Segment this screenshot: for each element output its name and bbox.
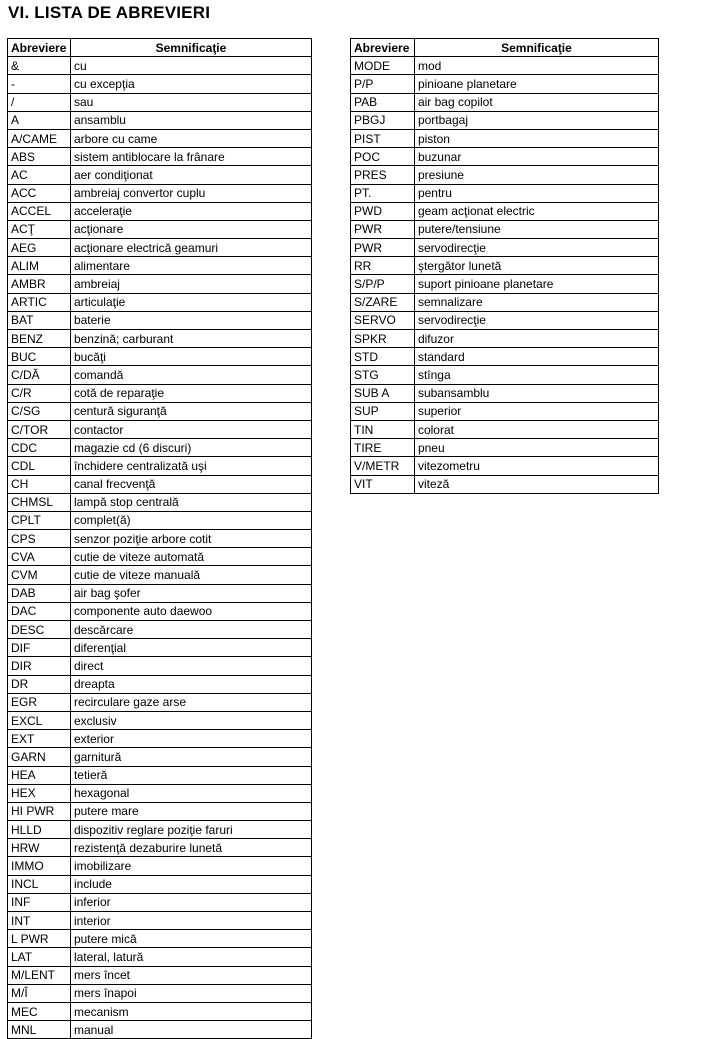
table-row — [351, 457, 659, 475]
abbreviation-cell: - — [8, 75, 71, 93]
table-row — [8, 675, 312, 693]
abbreviation-cell: BAT — [8, 311, 71, 329]
abbreviation-cell: LAT — [8, 948, 71, 966]
abbreviation-cell: PWD — [351, 202, 415, 220]
table-row — [8, 730, 312, 748]
table-row — [8, 530, 312, 548]
meaning-cell: colorat — [414, 420, 658, 438]
meaning-cell: descărcare — [70, 621, 311, 639]
table-row — [351, 402, 659, 420]
meaning-cell: arbore cu came — [70, 129, 311, 147]
meaning-cell: vitezometru — [414, 457, 658, 475]
meaning-cell: complet(ă) — [70, 511, 311, 529]
abbreviation-cell: STD — [351, 348, 415, 366]
abbreviation-cell: EXCL — [8, 711, 71, 729]
table-row — [8, 621, 312, 639]
abbreviation-cell: M/LENT — [8, 966, 71, 984]
table-row — [8, 402, 312, 420]
meaning-cell: putere/tensiune — [414, 220, 658, 238]
meaning-cell: suport pinioane planetare — [414, 275, 658, 293]
table-row — [351, 93, 659, 111]
abbreviation-cell: PAB — [351, 93, 415, 111]
table-row — [351, 475, 659, 493]
meaning-cell: recirculare gaze arse — [70, 693, 311, 711]
abbreviation-cell: PWR — [351, 239, 415, 257]
table-row — [8, 330, 312, 348]
meaning-cell: cotă de reparaţie — [70, 384, 311, 402]
abbreviation-cell: DR — [8, 675, 71, 693]
meaning-cell: exclusiv — [70, 711, 311, 729]
abbreviation-cell: RR — [351, 257, 415, 275]
meaning-cell: air bag copilot — [414, 93, 658, 111]
table-row — [351, 348, 659, 366]
meaning-cell: inferior — [70, 893, 311, 911]
abbreviation-cell: PWR — [351, 220, 415, 238]
table-row — [351, 420, 659, 438]
abbreviation-cell: S/ZARE — [351, 293, 415, 311]
abbreviation-cell: M/Î — [8, 984, 71, 1002]
table-row — [351, 293, 659, 311]
table-row — [8, 184, 312, 202]
abbreviation-cell: PIST — [351, 129, 415, 147]
table-row — [8, 475, 312, 493]
table-row — [8, 766, 312, 784]
meaning-cell: mers încet — [70, 966, 311, 984]
table-row — [351, 184, 659, 202]
table-row — [8, 439, 312, 457]
meaning-cell: imobilizare — [70, 857, 311, 875]
table-body-right — [351, 57, 659, 494]
table-row — [351, 57, 659, 75]
abbreviation-cell: MODE — [351, 57, 415, 75]
table-row — [8, 1002, 312, 1020]
abbreviation-cell: DAC — [8, 602, 71, 620]
table-row — [8, 639, 312, 657]
meaning-cell: baterie — [70, 311, 311, 329]
abbreviation-cell: CVM — [8, 566, 71, 584]
table-row — [8, 93, 312, 111]
table-row — [8, 693, 312, 711]
abbreviation-cell: CPLT — [8, 511, 71, 529]
table-row — [351, 439, 659, 457]
table-row — [8, 784, 312, 802]
header-meaning: Semnificaţie — [414, 39, 658, 57]
abbreviation-cell: DIR — [8, 657, 71, 675]
abbreviation-cell: CH — [8, 475, 71, 493]
header-abbreviation: Abreviere — [351, 39, 415, 57]
abbreviation-cell: HLLD — [8, 821, 71, 839]
abbreviation-cell: AMBR — [8, 275, 71, 293]
meaning-cell: putere mică — [70, 930, 311, 948]
table-row — [8, 912, 312, 930]
table-row — [8, 257, 312, 275]
meaning-cell: pneu — [414, 439, 658, 457]
abbreviation-cell: ACCEL — [8, 202, 71, 220]
table-row — [8, 584, 312, 602]
table-row — [8, 420, 312, 438]
meaning-cell: hexagonal — [70, 784, 311, 802]
abbreviation-cell: SERVO — [351, 311, 415, 329]
meaning-cell: comandă — [70, 366, 311, 384]
abbreviation-cell: L PWR — [8, 930, 71, 948]
table-row — [8, 239, 312, 257]
abbreviation-cell: & — [8, 57, 71, 75]
abbreviation-cell: ABS — [8, 148, 71, 166]
meaning-cell: benzină; carburant — [70, 330, 311, 348]
abbreviation-cell: V/METR — [351, 457, 415, 475]
meaning-cell: dispozitiv reglare poziţie faruri — [70, 821, 311, 839]
table-row — [8, 366, 312, 384]
meaning-cell: presiune — [414, 166, 658, 184]
abbreviation-table-right — [350, 38, 659, 494]
abbreviation-cell: PT. — [351, 184, 415, 202]
table-row — [8, 984, 312, 1002]
table-row — [8, 602, 312, 620]
abbreviation-cell: SUB A — [351, 384, 415, 402]
meaning-cell: acţionare — [70, 220, 311, 238]
table-row — [8, 839, 312, 857]
meaning-cell: magazie cd (6 discuri) — [70, 439, 311, 457]
meaning-cell: ştergător lunetă — [414, 257, 658, 275]
table-row — [8, 802, 312, 820]
meaning-cell: acceleraţie — [70, 202, 311, 220]
table-body-left — [8, 57, 312, 1039]
abbreviation-cell: CVA — [8, 548, 71, 566]
table-row — [8, 548, 312, 566]
meaning-cell: senzor poziţie arbore cotit — [70, 530, 311, 548]
meaning-cell: superior — [414, 402, 658, 420]
meaning-cell: tetieră — [70, 766, 311, 784]
meaning-cell: contactor — [70, 420, 311, 438]
table-row — [351, 239, 659, 257]
abbreviation-cell: / — [8, 93, 71, 111]
abbreviation-cell: INCL — [8, 875, 71, 893]
table-row — [351, 166, 659, 184]
table-row — [8, 57, 312, 75]
table-row — [8, 75, 312, 93]
meaning-cell: piston — [414, 129, 658, 147]
table-row — [351, 366, 659, 384]
table-row — [8, 875, 312, 893]
abbreviation-cell: C/R — [8, 384, 71, 402]
table-row — [8, 966, 312, 984]
meaning-cell: ambreiaj — [70, 275, 311, 293]
abbreviation-cell: HEA — [8, 766, 71, 784]
meaning-cell: viteză — [414, 475, 658, 493]
abbreviation-cell: EGR — [8, 693, 71, 711]
abbreviation-cell: TIRE — [351, 439, 415, 457]
meaning-cell: garnitură — [70, 748, 311, 766]
abbreviation-cell: DESC — [8, 621, 71, 639]
abbreviation-cell: GARN — [8, 748, 71, 766]
table-row — [351, 129, 659, 147]
table-row — [351, 257, 659, 275]
table-row — [8, 821, 312, 839]
meaning-cell: putere mare — [70, 802, 311, 820]
abbreviation-cell: CPS — [8, 530, 71, 548]
abbreviation-cell: C/TOR — [8, 420, 71, 438]
meaning-cell: lateral, latură — [70, 948, 311, 966]
table-row — [8, 566, 312, 584]
meaning-cell: mers înapoi — [70, 984, 311, 1002]
abbreviation-cell: A/CAME — [8, 129, 71, 147]
table-row — [351, 111, 659, 129]
abbreviation-cell: ARTIC — [8, 293, 71, 311]
meaning-cell: buzunar — [414, 148, 658, 166]
table-row — [8, 930, 312, 948]
abbreviation-cell: HRW — [8, 839, 71, 857]
abbreviation-cell: MNL — [8, 1021, 71, 1039]
table-row — [351, 311, 659, 329]
abbreviation-cell: ALIM — [8, 257, 71, 275]
table-row — [8, 202, 312, 220]
table-row — [351, 75, 659, 93]
table-header-row — [8, 39, 312, 57]
table-row — [8, 348, 312, 366]
abbreviation-cell: STG — [351, 366, 415, 384]
meaning-cell: pinioane planetare — [414, 75, 658, 93]
abbreviation-cell: INF — [8, 893, 71, 911]
abbreviation-cell: AEG — [8, 239, 71, 257]
table-row — [8, 220, 312, 238]
meaning-cell: centură siguranţă — [70, 402, 311, 420]
meaning-cell: servodirecţie — [414, 311, 658, 329]
abbreviation-cell: A — [8, 111, 71, 129]
table-row — [8, 148, 312, 166]
meaning-cell: standard — [414, 348, 658, 366]
meaning-cell: închidere centralizată uşi — [70, 457, 311, 475]
meaning-cell: cutie de viteze manuală — [70, 566, 311, 584]
meaning-cell: subansamblu — [414, 384, 658, 402]
abbreviation-cell: C/DĂ — [8, 366, 71, 384]
table-row — [351, 330, 659, 348]
abbreviation-cell: BUC — [8, 348, 71, 366]
meaning-cell: servodirecţie — [414, 239, 658, 257]
table-row — [8, 511, 312, 529]
meaning-cell: include — [70, 875, 311, 893]
abbreviation-cell: C/SG — [8, 402, 71, 420]
table-row — [351, 275, 659, 293]
table-row — [351, 220, 659, 238]
abbreviation-cell: BENZ — [8, 330, 71, 348]
header-meaning: Semnificaţie — [70, 39, 311, 57]
abbreviation-cell: DAB — [8, 584, 71, 602]
abbreviation-cell: CHMSL — [8, 493, 71, 511]
table-header-row — [351, 39, 659, 57]
meaning-cell: air bag şofer — [70, 584, 311, 602]
page-title: VI. LISTA DE ABREVIERI — [8, 3, 211, 22]
table-row — [8, 493, 312, 511]
table-row — [8, 311, 312, 329]
meaning-cell: exterior — [70, 730, 311, 748]
table-row — [8, 129, 312, 147]
meaning-cell: semnalizare — [414, 293, 658, 311]
meaning-cell: dreapta — [70, 675, 311, 693]
abbreviation-cell: P/P — [351, 75, 415, 93]
meaning-cell: interior — [70, 912, 311, 930]
meaning-cell: stînga — [414, 366, 658, 384]
abbreviation-cell: AC — [8, 166, 71, 184]
header-abbreviation: Abreviere — [8, 39, 71, 57]
table-row — [8, 893, 312, 911]
abbreviation-cell: EXT — [8, 730, 71, 748]
table-row — [351, 384, 659, 402]
abbreviation-cell: PRES — [351, 166, 415, 184]
meaning-cell: cu — [70, 57, 311, 75]
abbreviation-cell: PBGJ — [351, 111, 415, 129]
meaning-cell: alimentare — [70, 257, 311, 275]
abbreviation-cell: HEX — [8, 784, 71, 802]
abbreviation-cell: S/P/P — [351, 275, 415, 293]
meaning-cell: pentru — [414, 184, 658, 202]
meaning-cell: acţionare electrică geamuri — [70, 239, 311, 257]
meaning-cell: direct — [70, 657, 311, 675]
abbreviation-cell: VIT — [351, 475, 415, 493]
abbreviation-cell: CDL — [8, 457, 71, 475]
meaning-cell: rezistenţă dezaburire lunetă — [70, 839, 311, 857]
meaning-cell: geam acţionat electric — [414, 202, 658, 220]
meaning-cell: componente auto daewoo — [70, 602, 311, 620]
abbreviation-cell: ACC — [8, 184, 71, 202]
abbreviation-cell: POC — [351, 148, 415, 166]
table-row — [8, 1021, 312, 1039]
meaning-cell: lampă stop centrală — [70, 493, 311, 511]
meaning-cell: ambreiaj convertor cuplu — [70, 184, 311, 202]
abbreviation-cell: CDC — [8, 439, 71, 457]
meaning-cell: sistem antiblocare la frânare — [70, 148, 311, 166]
meaning-cell: canal frecvenţă — [70, 475, 311, 493]
table-row — [8, 657, 312, 675]
table-row — [8, 711, 312, 729]
meaning-cell: mecanism — [70, 1002, 311, 1020]
meaning-cell: portbagaj — [414, 111, 658, 129]
table-row — [8, 948, 312, 966]
table-row — [8, 275, 312, 293]
meaning-cell: cu excepţia — [70, 75, 311, 93]
table-row — [8, 748, 312, 766]
abbreviation-cell: INT — [8, 912, 71, 930]
meaning-cell: difuzor — [414, 330, 658, 348]
table-row — [351, 148, 659, 166]
table-row — [8, 457, 312, 475]
abbreviation-cell: MEC — [8, 1002, 71, 1020]
abbreviation-cell: SPKR — [351, 330, 415, 348]
meaning-cell: manual — [70, 1021, 311, 1039]
table-row — [8, 111, 312, 129]
abbreviation-cell: ACŢ — [8, 220, 71, 238]
abbreviation-table-left — [7, 38, 312, 1039]
meaning-cell: cutie de viteze automată — [70, 548, 311, 566]
abbreviation-cell: HI PWR — [8, 802, 71, 820]
table-row — [8, 857, 312, 875]
meaning-cell: mod — [414, 57, 658, 75]
table-row — [8, 166, 312, 184]
meaning-cell: ansamblu — [70, 111, 311, 129]
abbreviation-cell: SUP — [351, 402, 415, 420]
abbreviation-cell: DIF — [8, 639, 71, 657]
abbreviation-cell: IMMO — [8, 857, 71, 875]
meaning-cell: bucăţi — [70, 348, 311, 366]
table-row — [8, 293, 312, 311]
meaning-cell: aer condiţionat — [70, 166, 311, 184]
meaning-cell: diferenţial — [70, 639, 311, 657]
meaning-cell: articulaţie — [70, 293, 311, 311]
table-row — [351, 202, 659, 220]
table-row — [8, 384, 312, 402]
abbreviation-cell: TIN — [351, 420, 415, 438]
meaning-cell: sau — [70, 93, 311, 111]
